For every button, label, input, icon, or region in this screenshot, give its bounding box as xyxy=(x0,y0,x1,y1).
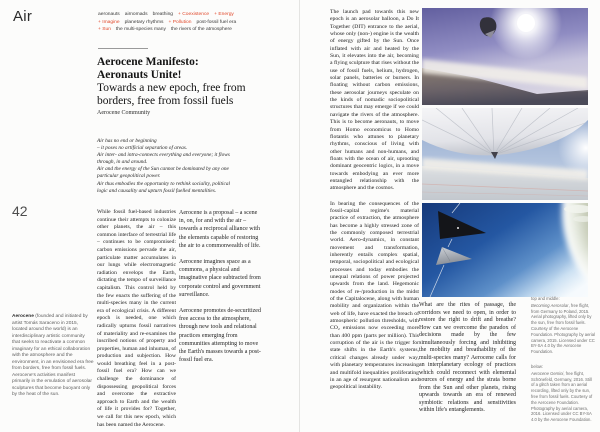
body-column-1 xyxy=(97,209,176,429)
aerial-photo-2-graphic xyxy=(422,108,588,200)
keyword-tag: + Energy xyxy=(214,12,234,17)
keyword-tag: + Pollution xyxy=(168,19,192,25)
keyword-tag: aeronauts xyxy=(98,12,120,17)
body-paragraph: While fossil fuel-based industries continue their attempts to colonize other planets, the air – this common interface of terrestrial life – continues to be compromised: carbon emissions pervade the air, particulate matter accumulates in our lungs while electromagnetic radiation envelops the Earth, dictating the tempo of surveillance capitalism. This control held by the few enacts the suffering of the multi-species many in the current era of ecological crisis. A different epoch is needed, one which radically upturns fossil narratives of materiality and re-examines the inscribed notions of property and properties, human and inhuman, of production and subjection. How would breathing feel in a post-fossil fuel era? How can we challenge the dominance of dispossessing geopolitical forces and overcome the extractive approach to Earth and the wealth of life it provides for? Together, we call for this new epoch, which has been named the Aerocene. xyxy=(97,209,176,428)
epigraph-line: Air and the energy of the Sun cannot be dominated by any one xyxy=(97,166,229,173)
keyword-tag: the rivers of the atmosphere xyxy=(170,27,232,33)
article-subtitle xyxy=(97,82,272,108)
aerial-photo-aerocene-gemini xyxy=(422,203,588,297)
contributor-bio-text: (founded and initiated by artist Tomás Saraceno in 2015, located around the world) is an interdisciplinary artistic community that seeks to reactivate a common imaginary for an ethical collaboration with the atmosphere and the environment, in an envisioned era free from borders, free from fossil fuels. Aerocene's activities manifest primarily in the emulation of aerosolar sculptures that become buoyant only by the heat of the sun. xyxy=(12,314,94,397)
caption-details: , free flight, Schönefeld, Germany, 2016. Still of a glitch taken from an aerial recording, lifted only by the sun, free from fossil fuels. Courtesy of the Aerocene Foundation. Photography by aerial camera, 2016. Licensed under CC BY-SA 4.0 by the Aerocene Foundation. xyxy=(531,370,593,423)
article-title-line: Aerocene Manifesto: xyxy=(97,56,199,68)
body-paragraph: Aerocene is a proposal – a scene in, on, for and with the air – towards a reciprocal alliance with the elements capable of restoring the air to a commonwealth of life. xyxy=(179,210,261,249)
body-column-2 xyxy=(179,209,261,372)
article-subtitle-line: Towards a new epoch, free from xyxy=(97,82,246,94)
article-title xyxy=(97,56,267,82)
body-paragraph: What are the rites of passage, the corridors we need to open, in order to restore the right to drift and breathe? How can we overcome the paradox of decisions made by the few simultaneously forcing and inhibiting the mobility and breathability of the multi-species many? Aerocene calls for an interplanetary ecology of practices which could reconnect with elemental sources of energy and the strata borne from the Sun and other planets, rising upwards towards an era of renewed symbiotic relations and sensitivities within life's entanglements. xyxy=(419,302,516,413)
body-paragraph: Aerocene imagines space as a commons, a physical and imaginative place subtracted from corporate control and government surveillance. xyxy=(179,259,261,298)
body-column-4 xyxy=(419,302,516,415)
caption-details: , free flight, from Germany to Poland, 2015. Aerial photography, lifted only by the sun, free from fossil fuels. Courtesy of the Aerocene Foundation. Photography by aerial camera, 2015. Licensed under CC BY-SA 4.0 by the Aerocene Foundation. xyxy=(531,302,596,355)
page-fold-divider xyxy=(299,0,300,432)
keyword-tag: airnomads xyxy=(124,12,148,17)
keyword-tag: + Sun xyxy=(98,27,111,33)
article-title-line: Aeronauts Unite! xyxy=(97,69,182,81)
manifesto-epigraph xyxy=(97,138,265,195)
epigraph-line: through, in and around. xyxy=(97,159,148,166)
body-paragraph: Aerocene promotes de-securitized free access to the atmosphere, through new tools and relational practices emerging from communities attempting to move the Earth's masses towards a post-fossil fuel era. xyxy=(179,308,261,364)
epigraph-line: logic and causality and upturn fossil fuelled mentalities. xyxy=(97,187,217,194)
keyword-tag: + Coexistence xyxy=(178,12,210,17)
epigraph-line: – it poses no artificial separation of areas. xyxy=(97,145,188,152)
aerial-photo-3-graphic xyxy=(422,203,588,297)
epigraph-line: Air inter- and intra-connects everything and everyone; it flows xyxy=(97,152,230,159)
page-number: 42 xyxy=(12,203,28,219)
body-paragraph: In bearing the consequences of the fossil-capital regime's material practice of extraction, the atmosphere has become a highly stressed zone of the commonly composed terrestrial world. Aero-dynamics, in constant movement and transformation, inherently entails complex spatial, temporal, sociopolitical and ecological processes and today embodies the unequal relations of power projected upwards from the land. Hegemonic modes of re-/production in the midst of the Capitalocene, along with human mobility and organization within the web of life, have exacted the breach of atmospheric pollution thresholds, with CO₂ emissions now exceeding more than 400 ppm (parts per million). This corruption of the air is the trigger for state shifts in the Earth's systems, critical changes already under way, with planetary temperatures increasing and multifold inequalities proliferating in an age of resurgent nationalism and geopolitical instability. xyxy=(330,200,419,391)
keyword-tag: planetary rhythms xyxy=(124,19,164,25)
body-paragraph: The launch pad towards this new epoch is an aerosolar balloon, a Do It Together (DIT) entrance to the aerial, whose only (non-) engine is the wealth of energy gifted by the Sun. Once inflated with air and heated by the Sun, it elevates into the air, becoming a flying sculpture that rises without the use of fossil fuels, helium, hydrogen, solar panels, batteries or burners. In floating without carbon emissions, these aerosolar journeys speculate on the kinds of nomadic sociopolitical structures that may emerge if we could navigate the rivers of the atmosphere. This is to become aeronauts, to move from Homo economicus to Homo flotantis who attunes to planetary rhythms, conscious of living with other humans and non-humans, and floats with the ocean of air, uprooting dominant geocentric logics, in a move towards embodying an ever more entangled relationship with the atmosphere and the cosmos. xyxy=(330,9,419,192)
keyword-tags xyxy=(98,11,250,34)
aerial-photo-becoming-aerosolar-1 xyxy=(422,8,588,105)
aerial-photo-becoming-aerosolar-2 xyxy=(422,108,588,200)
keyword-tag: the multi-species many xyxy=(115,27,166,33)
aerial-photo-1-graphic xyxy=(422,8,588,105)
caption-position-label: top and middle: xyxy=(531,296,560,301)
caption-column xyxy=(531,296,596,432)
caption-work-title: Becoming Aerosolar xyxy=(531,302,569,308)
article-byline: Aerocene Community xyxy=(97,110,151,116)
contributor-bio xyxy=(12,314,94,399)
image-caption-top xyxy=(531,296,596,355)
caption-text xyxy=(531,303,596,355)
section-label: Air xyxy=(13,8,33,25)
epigraph-line: Air has no end or beginning xyxy=(97,138,157,144)
article-subtitle-line: borders, free from fossil fuels xyxy=(97,95,234,107)
image-caption-bottom xyxy=(531,364,596,423)
keyword-tag: + Imagine xyxy=(98,19,120,25)
contributor-name: Aerocene xyxy=(12,314,34,319)
epigraph-line: Air thus embodies the opportunity to rethink sociality, political xyxy=(97,180,230,187)
keyword-tag: breathing xyxy=(152,12,174,17)
epigraph-line: particular geopolitical power. xyxy=(97,173,161,180)
caption-position-label: below: xyxy=(531,363,544,369)
caption-work-title: Aerocene Gemini xyxy=(531,370,564,376)
caption-text xyxy=(531,371,596,423)
body-column-3 xyxy=(330,9,419,400)
keyword-tag: post-fossil fuel era xyxy=(196,19,237,25)
header-rule xyxy=(98,48,148,49)
